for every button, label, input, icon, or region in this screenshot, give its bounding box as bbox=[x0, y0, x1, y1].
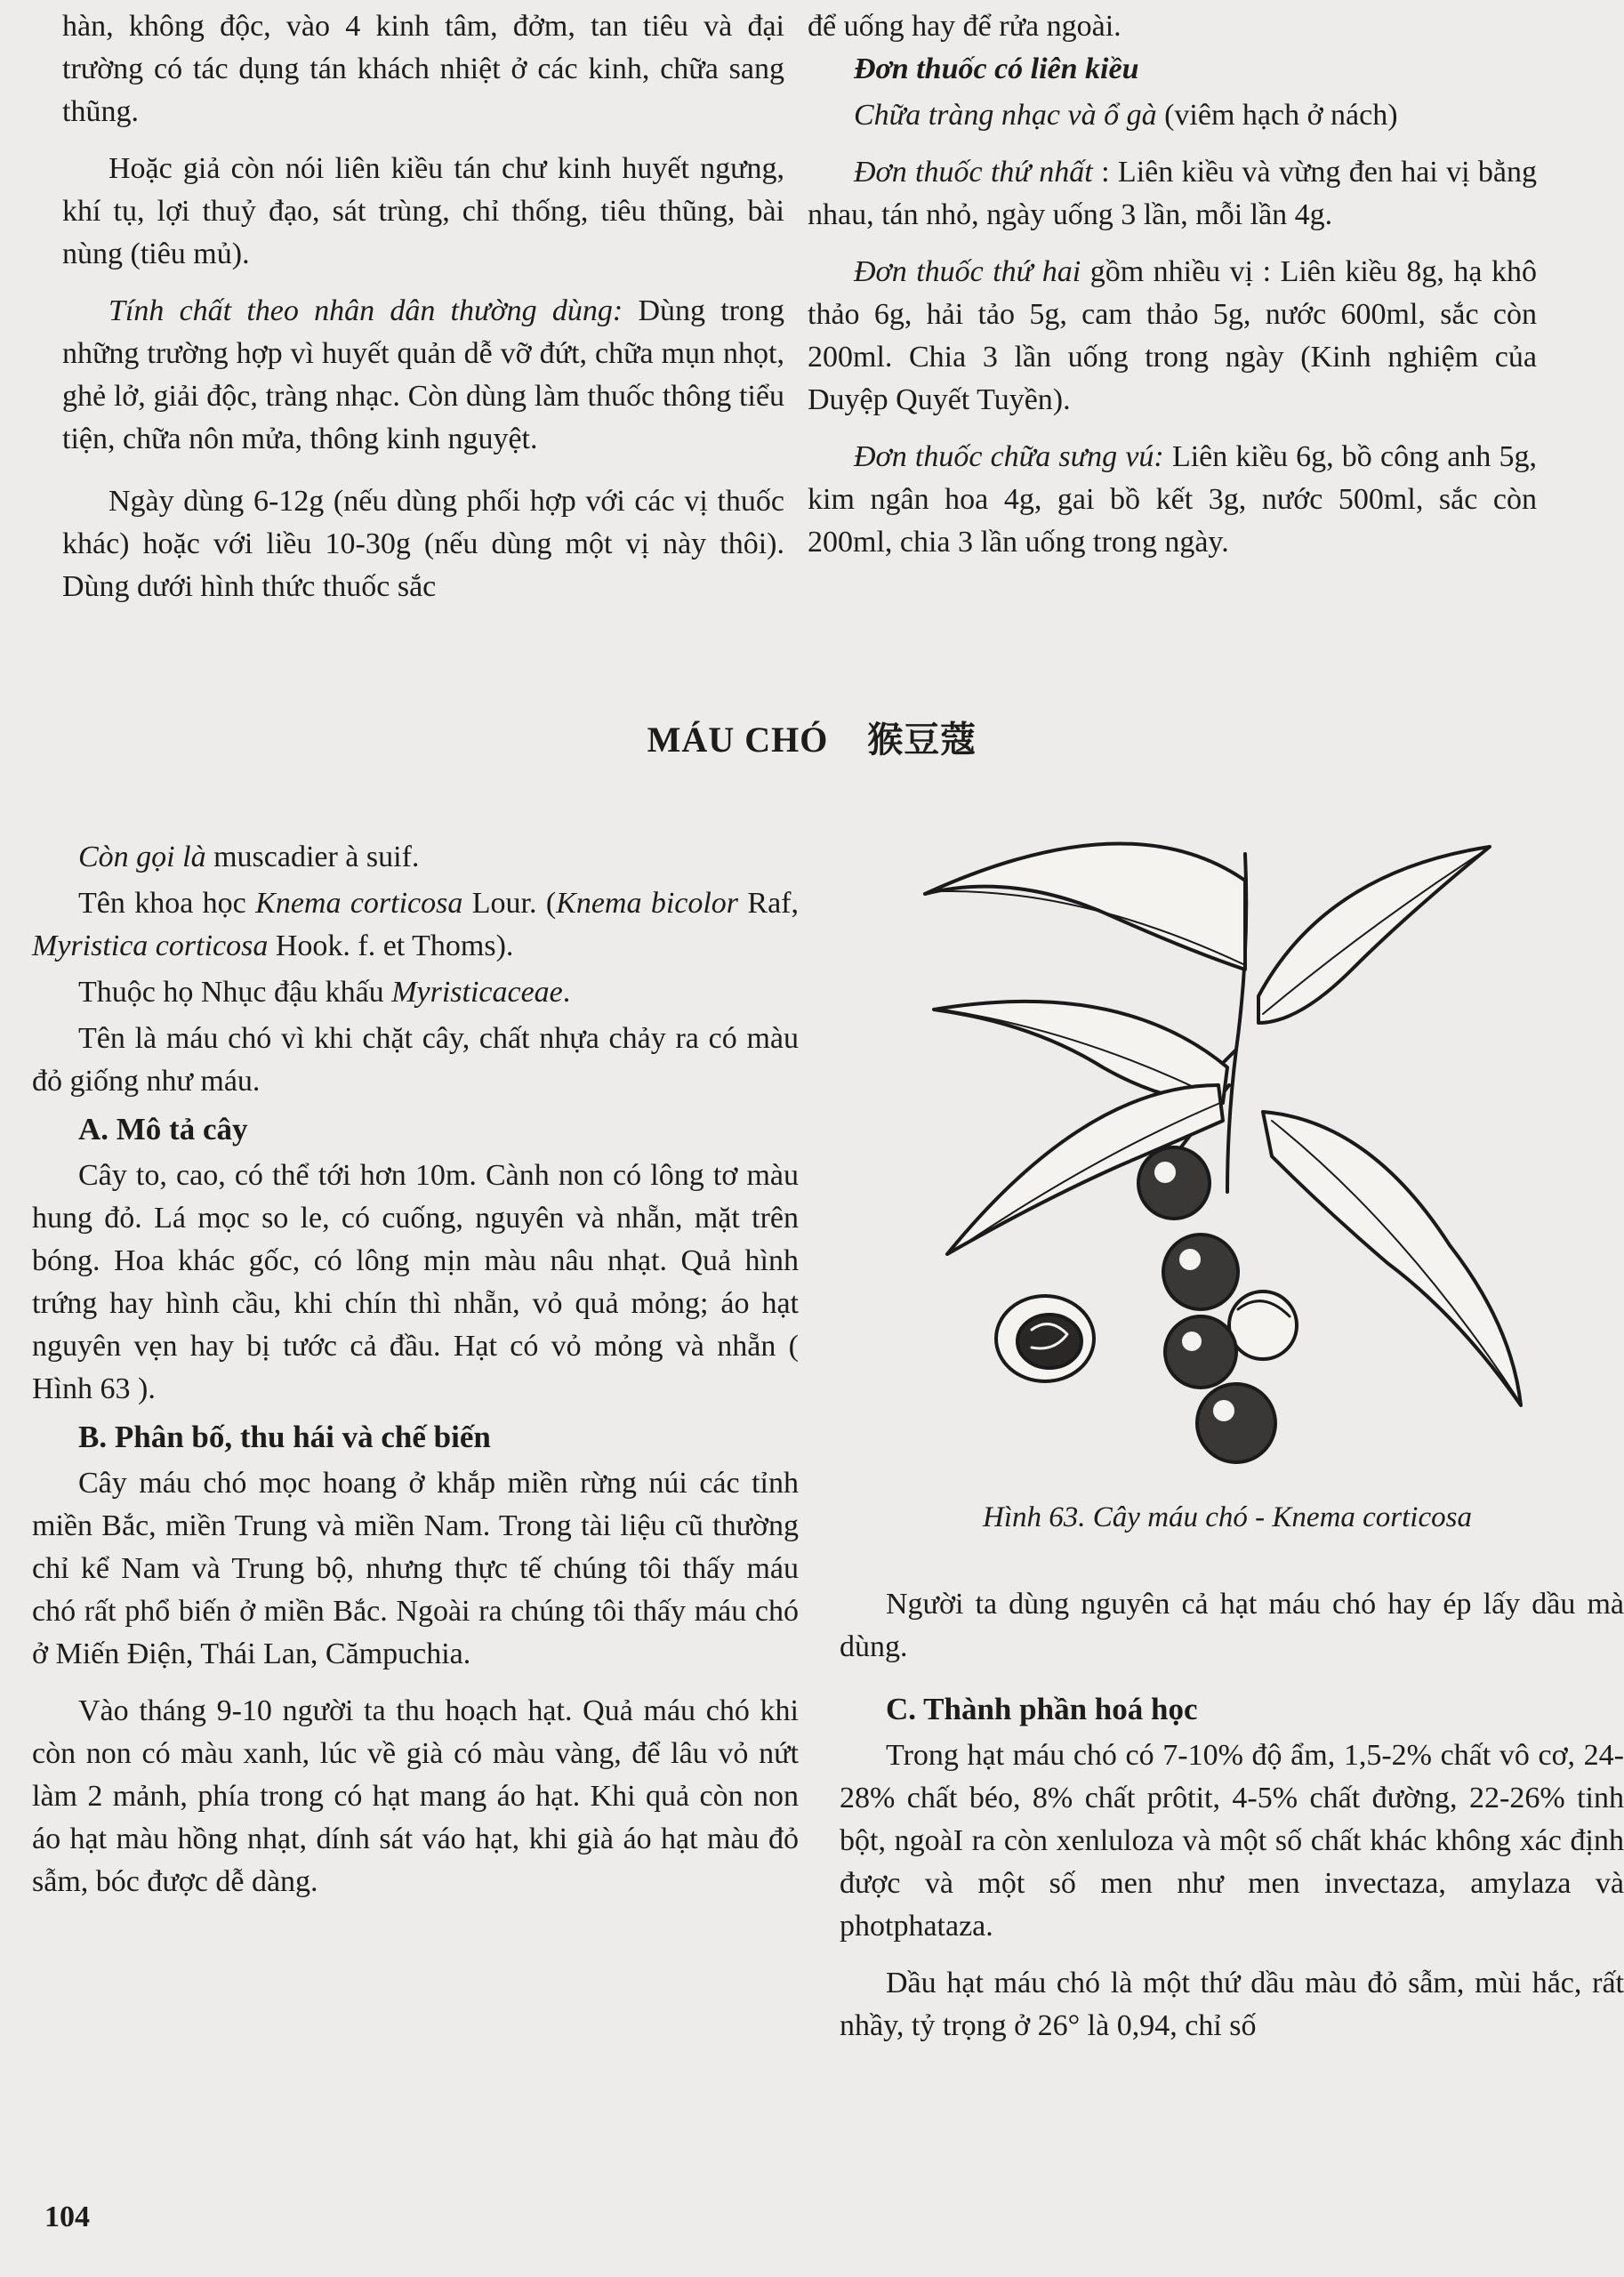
italic-label: Đơn thuốc chữa sưng vú: bbox=[854, 440, 1164, 473]
italic-label: Tính chất theo nhân dân thường dùng: bbox=[109, 294, 623, 327]
paragraph-text: Dùng trong những trường hợp vì huyết quản dễ vỡ đứt, chữa mụn nhọt, ghẻ lở, giải độc, tràng nhạc. Còn dùng làm thuốc thông tiểu tiện, chữa nôn mửa, thông kinh nguyệt. bbox=[62, 294, 785, 455]
leaf bbox=[1263, 1112, 1521, 1405]
paragraph-text: : Liên kiều và vừng đen hai vị bằng nhau, tán nhỏ, ngày uống 3 lần, mỗi lần 4g. bbox=[808, 156, 1537, 231]
paragraph: Cây máu chó mọc hoang ở khắp miền rừng núi các tỉnh miền Bắc, miền Trung và miền Nam. Trong tài liệu cũ thường chỉ kể Nam và Trung bộ, nhưng thực tế chúng tôi thấy máu chó rất phổ biến ở miền Bắc. Ngoài ra chúng tôi thấy máu chó ở Miến Điện, Thái Lan, Cămpuchia. bbox=[32, 1467, 799, 1670]
paragraph: Vào tháng 9-10 người ta thu hoạch hạt. Quả máu chó khi còn non có màu xanh, lúc về già có màu vàng, để lâu vỏ nứt làm 2 mảnh, phía trong có hạt mang áo hạt. Khi quả còn non áo hạt màu hồng nhạt, dính sát váo hạt, khi già áo hạt màu đỏ sẫm, bóc được dễ dàng. bbox=[32, 1694, 799, 1898]
paragraph-text: (viêm hạch ở nách) bbox=[1156, 99, 1398, 132]
paragraph: Người ta dùng nguyên cả hạt máu chó hay ép lấy dầu mà dùng. bbox=[840, 1588, 1624, 1663]
paragraph: Cây to, cao, có thể tới hơn 10m. Cành non có lông tơ màu hung đỏ. Lá mọc so le, có cuống, nguyên và nhẵn, mặt trên bóng. Hoa khác gốc, có lông mịn màu nâu nhạt. Quả hình trứng hay hình cầu, khi chín thì nhẵn, vỏ quả mỏng; áo hạt nguyên vẹn hay bị tước cả đầu. Hạt có vỏ mỏng và nhẵn ( Hình 63 ). bbox=[32, 1159, 799, 1405]
section-heading-b: B. Phân bố, thu hái và chế biến bbox=[78, 1420, 491, 1454]
species-name: Myristica corticosa bbox=[32, 929, 269, 962]
fruit bbox=[1197, 1384, 1275, 1462]
section-heading-c: C. Thành phần hoá học bbox=[886, 1692, 1198, 1726]
italic-label: Đơn thuốc thứ nhất bbox=[854, 156, 1093, 189]
text: Hook. f. et Thoms). bbox=[268, 929, 514, 962]
paragraph bbox=[808, 436, 1537, 564]
paragraph-text: gồm nhiều vị : Liên kiều 8g, hạ khô thảo 6g, hải tảo 5g, cam thảo 5g, nước 600ml, sắc còn 200ml. Chia 3 lần uống trong ngày (Kinh nghiệm của Duyệp Quyết Tuyền). bbox=[808, 255, 1537, 416]
fruit bbox=[1163, 1235, 1238, 1309]
family-name: Myristicaceae bbox=[391, 976, 563, 1009]
title-text: MÁU CHÓ bbox=[647, 720, 829, 760]
paragraph: để uống hay để rửa ngoài. bbox=[808, 10, 1122, 43]
paragraph-text: muscadier à suif. bbox=[205, 841, 420, 873]
italic-label: Chữa tràng nhạc và ổ gà bbox=[854, 99, 1157, 132]
paragraph-text: Liên kiều 6g, bồ công anh 5g, kim ngân hoa 4g, gai bồ kết 3g, nước 500ml, sắc còn 200ml, chia 3 lần uống trong ngày. bbox=[808, 440, 1538, 559]
bottom-left-column bbox=[32, 836, 799, 1918]
paragraph: Tên là máu chó vì khi chặt cây, chất nhựa chảy ra có màu đỏ giống như máu. bbox=[32, 1022, 799, 1098]
page-number: 104 bbox=[44, 2201, 90, 2233]
text: Lour. ( bbox=[462, 887, 557, 920]
section-heading-a: A. Mô tả cây bbox=[78, 1112, 248, 1147]
paragraph bbox=[808, 251, 1537, 422]
italic-label: Còn gọi là bbox=[78, 841, 206, 873]
section-title bbox=[0, 712, 1624, 762]
paragraph: hàn, không độc, vào 4 kinh tâm, đởm, tan tiêu và đại trường có tác dụng tán khách nhiệt ở các kinh, chữa sang thũng. bbox=[62, 10, 784, 128]
fruit bbox=[1165, 1316, 1236, 1388]
leaf bbox=[925, 843, 1245, 970]
species-name: Knema bicolor bbox=[556, 887, 739, 920]
title-hanzi: 猴豆蔻 bbox=[867, 720, 977, 760]
paragraph bbox=[32, 882, 799, 968]
figure-caption: Hình 63. Cây máu chó - Knema corticosa bbox=[983, 1501, 1472, 1533]
paragraph: Dầu hạt máu chó là một thứ dầu màu đỏ sẫm, mùi hắc, rất nhầy, tỷ trọng ở 26° là 0,94, chỉ số bbox=[840, 1967, 1624, 2042]
recipe-heading: Đơn thuốc có liên kiều bbox=[854, 52, 1139, 85]
species-name: Knema corticosa bbox=[255, 887, 463, 920]
top-right-column bbox=[808, 5, 1537, 578]
leaf bbox=[1258, 847, 1490, 1023]
text: Thuộc họ Nhục đậu khấu bbox=[78, 976, 392, 1009]
text: Tên khoa học bbox=[78, 887, 256, 920]
plant-illustration bbox=[907, 818, 1548, 1476]
paragraph bbox=[808, 151, 1537, 237]
italic-label: Đơn thuốc thứ hai bbox=[854, 255, 1081, 288]
paragraph bbox=[32, 971, 799, 1014]
fruit bbox=[1138, 1147, 1210, 1219]
paragraph bbox=[62, 290, 784, 461]
bottom-right-column bbox=[840, 1583, 1624, 2062]
paragraph: Trong hạt máu chó có 7-10% độ ẩm, 1,5-2% chất vô cơ, 24-28% chất béo, 8% chất prôtit, 4-5% chất đường, 22-26% tinh bột, ngoàI ra còn xenluloza và một số chất khác không xác định được và một số men như men invectaza, amylaza và photphataza. bbox=[840, 1739, 1624, 1943]
subheading bbox=[808, 48, 1537, 91]
text: Raf, bbox=[738, 887, 800, 920]
text: . bbox=[562, 976, 571, 1009]
top-left-column bbox=[62, 5, 784, 623]
paragraph: Ngày dùng 6-12g (nếu dùng phối hợp với các vị thuốc khác) hoặc với liều 10-30g (nếu dùng một vị này thôi). Dùng dưới hình thức thuốc sắc bbox=[62, 485, 784, 603]
paragraph bbox=[32, 836, 799, 879]
paragraph: Hoặc giả còn nói liên kiều tán chư kinh huyết ngưng, khí tụ, lợi thuỷ đạo, sát trùng, chỉ thống, tiêu thũng, bài nùng (tiêu mủ). bbox=[62, 152, 784, 270]
paragraph bbox=[808, 94, 1537, 137]
